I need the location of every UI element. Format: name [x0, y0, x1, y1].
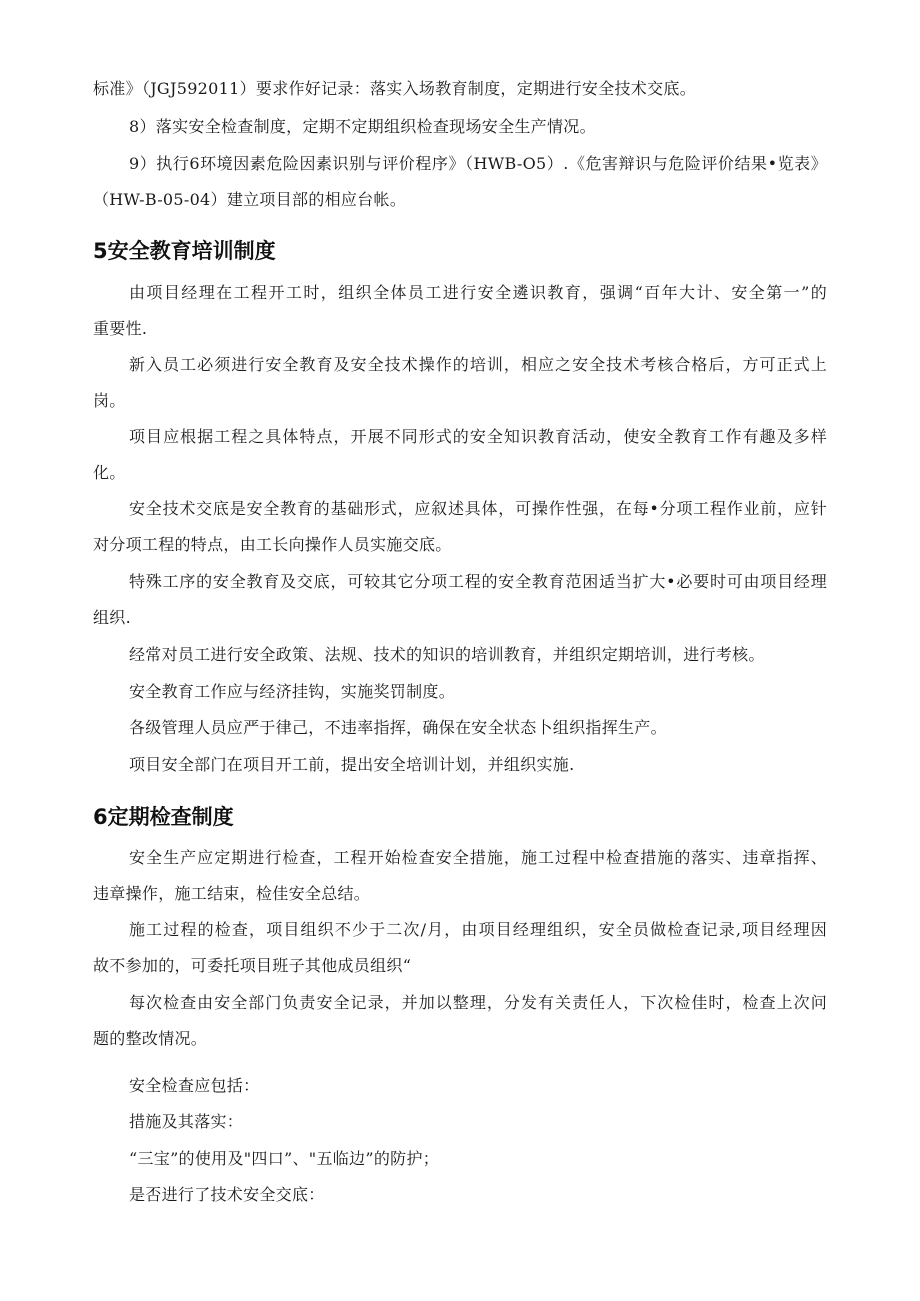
s5-p6: 经常对员工进行安全政策、法规、技术的知识的培训教育，并组织定期培训，进行考核。	[129, 645, 765, 664]
s5-p1-line-2: 重要性.	[93, 319, 148, 338]
s5-p3-line-1: 项目应根据工程之具体特点，开展不同形式的安全知识教育活动，使安全教育工作有趣及多样	[129, 427, 827, 446]
item-9-line-2: （HW-B-05-04）建立项目部的相应台帐。	[93, 190, 407, 209]
s5-p4-line-2: 对分项工程的特点，由工长向操作人员实施交底。	[93, 535, 452, 554]
s5-p5-line-2: 组织.	[93, 608, 131, 627]
s5-p2-line-1: 新入员工必须进行安全教育及安全技术操作的培训，相应之安全技术考核合格后，方可正式上	[129, 355, 827, 374]
s5-p9: 项目安全部门在项目开工前，提出安全培训计划，并组织实施.	[129, 755, 575, 774]
intro-line-1: 标准》（JGJ592011）要求作好记录：落实入场教育制度，定期进行安全技术交底。	[93, 79, 696, 98]
s5-p2-line-2: 岗。	[93, 391, 126, 410]
section-5-title: 5安全教育培训制度	[93, 239, 276, 263]
s6-p5: 措施及其落实：	[129, 1112, 244, 1131]
s6-p2-line-2: 故不参加的，可委托项目班子其他成员组织“	[93, 956, 412, 975]
s6-p3-line-1: 每次检查由安全部门负责安全记录，并加以整理，分发有关责任人，下次检佳时，检查上次问	[129, 993, 827, 1012]
s6-p4: 安全检查应包括：	[129, 1076, 260, 1095]
section-6-title: 6定期检查制度	[93, 805, 234, 829]
s5-p4-line-1: 安全技术交底是安全教育的基础形式，应叙述具体，可操作性强，在每•分项工程作业前，应针	[129, 499, 827, 518]
s6-p7: 是否进行了技术安全交底：	[129, 1185, 325, 1204]
s6-p2-line-1: 施工过程的检查，项目组织不少于二次/月，由项目经理组织，安全员做检查记录,项目经理因	[129, 920, 827, 939]
s6-p1-line-2: 违章操作，施工结束，检佳安全总结。	[93, 884, 371, 903]
s6-p3-line-2: 题的整改情况。	[93, 1029, 208, 1048]
s5-p1-line-1: 由项目经理在工程开工时，组织全体员工进行安全遴识教育，强调“百年大计、安全第一”的	[129, 283, 827, 302]
s5-p5-line-1: 特殊工序的安全教育及交底，可较其它分项工程的安全教育范困适当扩大•必要时可由项目经理	[129, 572, 827, 591]
s5-p7: 安全教育工作应与经济挂钩，实施奖罚制度。	[129, 682, 456, 701]
s6-p1-line-1: 安全生产应定期进行检查，工程开始检查安全措施，施工过程中检查措施的落实、违章指挥、	[129, 848, 827, 867]
s6-p6: “三宝”的使用及"四口”、"五临边”的防护；	[129, 1149, 440, 1168]
s5-p8: 各级管理人员应严于律己，不违率指挥，确保在安全状态卜组织指挥生产。	[129, 718, 667, 737]
item-8: 8）落实安全检查制度，定期不定期组织检查现场安全生产情况。	[129, 117, 596, 136]
item-9-line-1: 9）执行6环境因素危险因素识别与评价程序》（HWB-O5）.《危害辩识与危险评价结果•览表》	[129, 154, 827, 173]
s5-p3-line-2: 化。	[93, 463, 126, 482]
